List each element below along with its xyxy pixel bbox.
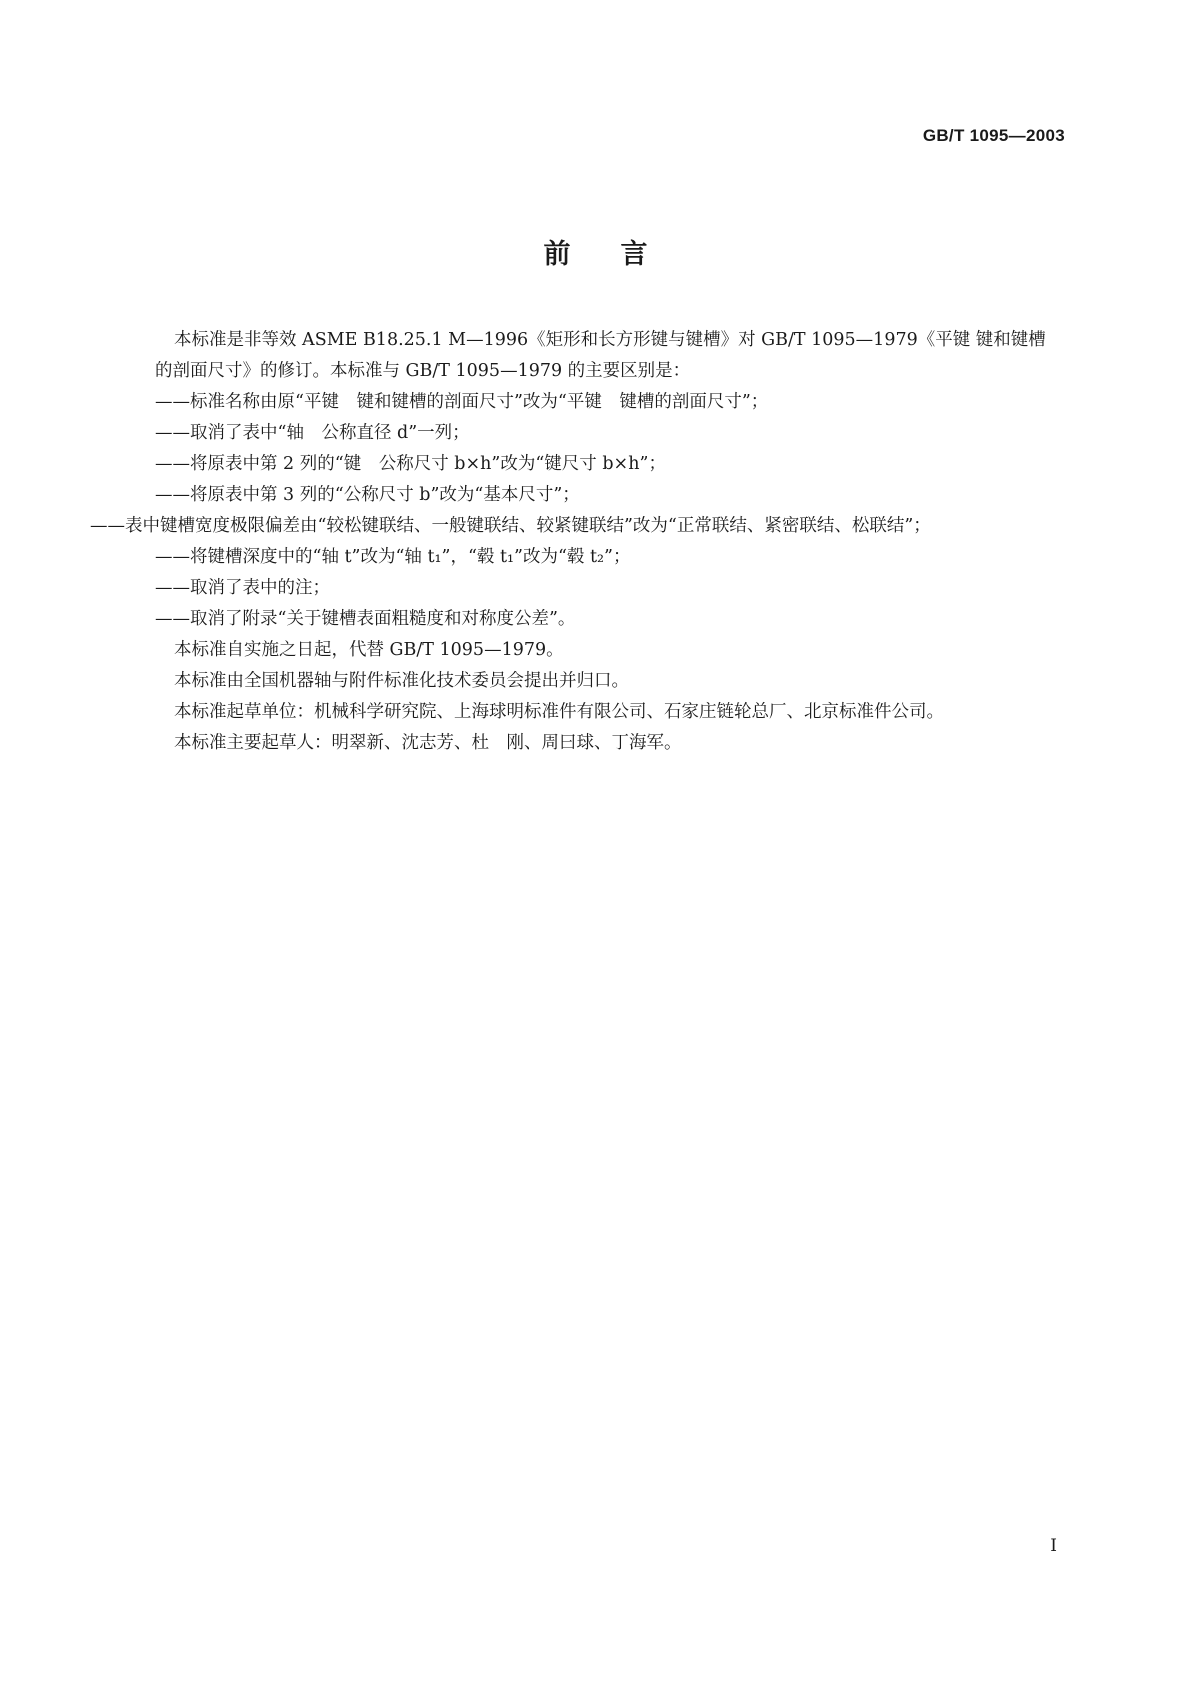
list-item-6: ——将键槽深度中的“轴 t”改为“轴 t₁”，“毂 t₁”改为“毂 t₂”；	[155, 547, 631, 567]
list-item-5: ——表中键槽宽度极限偏差由“较松键联结、一般键联结、较紧键联结”改为“正常联结、紧密联结、松联结”；	[90, 516, 931, 536]
page-number: I	[1050, 1536, 1057, 1556]
list-item-2: ——取消了表中“轴 公称直径 d”一列；	[155, 423, 470, 443]
list-item-7: ——取消了表中的注；	[155, 578, 330, 598]
drafting-units-paragraph: 本标准起草单位：机械科学研究院、上海球明标准件有限公司、石家庄链轮总厂、北京标准件公司。	[174, 702, 944, 722]
standard-number: GB/T 1095—2003	[922, 126, 1065, 145]
page-title: 前言	[543, 239, 698, 270]
proposer-paragraph: 本标准由全国机器轴与附件标准化技术委员会提出并归口。	[174, 671, 629, 691]
replacement-paragraph: 本标准自实施之日起，代替 GB/T 1095—1979。	[174, 640, 564, 660]
intro-paragraph: 本标准是非等效 ASME B18.25.1 M—1996《矩形和长方形键与键槽》对 GB/T 1095—1979《平键 键和键槽的剖面尺寸》的修订。本标准与 GB/T 1095—1979 的主要区别是：	[155, 330, 1046, 381]
list-item-1: ——标准名称由原“平键 键和键槽的剖面尺寸”改为“平键 键槽的剖面尺寸”；	[155, 392, 769, 412]
drafters-paragraph: 本标准主要起草人：明翠新、沈志芳、杜 刚、周曰球、丁海军。	[174, 733, 682, 753]
list-item-3: ——将原表中第 2 列的“键 公称尺寸 b×h”改为“键尺寸 b×h”；	[155, 454, 666, 474]
list-item-8: ——取消了附录“关于键槽表面粗糙度和对称度公差”。	[155, 609, 576, 629]
list-item-4: ——将原表中第 3 列的“公称尺寸 b”改为“基本尺寸”；	[155, 485, 580, 505]
foreword-body	[90, 325, 1060, 759]
